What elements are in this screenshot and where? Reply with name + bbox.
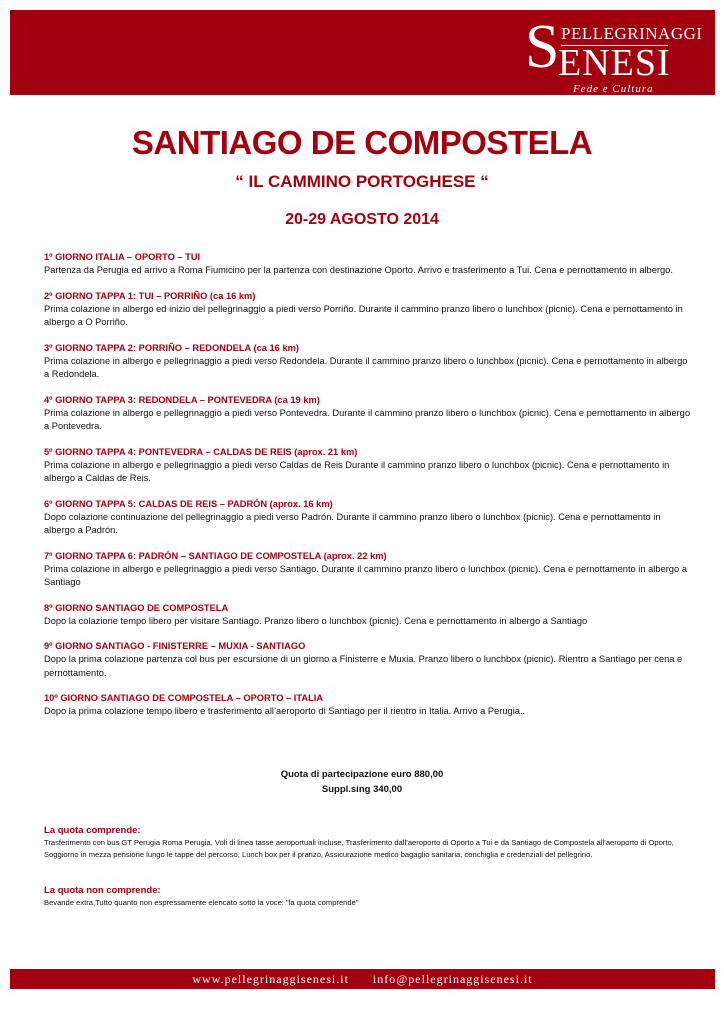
- itinerary-day-9: [44, 640, 694, 680]
- page-title: SANTIAGO DE COMPOSTELA: [131, 124, 593, 161]
- single-supplement-line: Suppl.sing 340,00: [321, 784, 403, 795]
- excludes-title: La quota non comprende:: [44, 885, 161, 896]
- day-title: 10º GIORNO SANTIAGO DE COMPOSTELA – OPORTO – ITALIA: [44, 693, 324, 703]
- itinerary: [44, 251, 694, 731]
- itinerary-day-3: [44, 342, 694, 382]
- logo-top-text: PELLEGRINAGGI: [561, 24, 703, 43]
- excludes-text: Bevande extra,Tutto quanto non espressamente elencato sotto la voce: "la quota comprende": [44, 898, 359, 907]
- itinerary-day-1: [44, 251, 694, 278]
- itinerary-day-10: [44, 692, 694, 719]
- itinerary-day-7: [44, 550, 694, 590]
- footer-band: [10, 969, 715, 989]
- itinerary-day-4: [44, 394, 694, 434]
- itinerary-day-5: [44, 446, 694, 486]
- includes-text: Trasferimento con bus GT Perugia Roma Perugia, Voli di linea tasse aeroportuali incluse, Trasferimento dall’aeroporto di Oporto a Tui e da Santiago de Compostela all’aeroporto di Oporto, Soggiorno in mezza pensione lungo le tappe del percorso, Lunch box per il pranzo, Assicurazione medico bagaglio sanitaria, conchiglia e credenziali del pellegrino.: [44, 838, 674, 859]
- day-title: 5º GIORNO TAPPA 4: PONTEVEDRA – CALDAS DE REIS (aprox. 21 km): [44, 446, 358, 457]
- email-link[interactable]: info@pellegrinaggisenesi.it: [372, 972, 533, 986]
- day-title: 3º GIORNO TAPPA 2: PORRIÑO – REDONDELA (ca 16 km): [44, 342, 299, 353]
- day-title: 7º GIORNO TAPPA 6: PADRÓN – SANTIAGO DE COMPOSTELA (aprox. 22 km): [44, 550, 387, 561]
- day-description: Prima colazione in albergo ed inizio del pellegrinaggio a piedi verso Porriño. Durante il cammino pranzo libero o lunchbox (picnic). Cena e pernottamento in albergo a O Porriño.: [44, 303, 683, 327]
- includes-title: La quota comprende:: [44, 825, 141, 836]
- day-description: Prima colazione in albergo e pellegrinaggio a piedi verso Caldas de Reis Durante il cammino pranzo libero o lunchbox (picnic). Cena e pernottamento in albergo a Caldas de Reis.: [44, 459, 670, 483]
- logo-tagline: Fede e Cultura: [573, 83, 654, 95]
- day-description: Dopo la colazione tempo libero per visitare Santiago. Pranzo libero o lunchbox (picnic). Cena e pernottamento in albergo a Santiago: [44, 615, 588, 626]
- header-band: [10, 10, 715, 95]
- day-description: Prima colazione in albergo e pellegrinaggio a piedi verso Redondela. Durante il cammino pranzo libero o lunchbox (picnic). Cena e pernottamento in albergo a Redondela.: [44, 355, 688, 379]
- day-title: 2º GIORNO TAPPA 1: TUI – PORRIÑO (ca 16 km): [44, 290, 256, 301]
- day-description: Prima colazione in albergo e pellegrinaggio a piedi verso Santiago. Durante il cammino pranzo libero o lunchbox (picnic). Cena e pernottamento in albergo a Santiago: [44, 563, 687, 587]
- itinerary-day-8: [44, 602, 694, 629]
- logo-initial: S: [525, 13, 560, 81]
- day-description: Partenza da Perugia ed arrivo a Roma Fiumicino per la partenza con destinazione Oporto. Arrivo e trasferimento a Tui. Cena e pernottamento in albergo.: [44, 265, 673, 275]
- itinerary-day-2: [44, 290, 694, 330]
- price-line: Quota di partecipazione euro 880,00: [280, 769, 444, 780]
- includes-section: [44, 824, 694, 860]
- day-title: 1º GIORNO ITALIA – OPORTO – TUI: [44, 252, 201, 262]
- day-description: Prima colazione in albergo e pellegrinaggio a piedi verso Pontevedra. Durante il cammino pranzo libero o lunchbox (picnic). Cena e pernottamento in albergo a Pontevedra.: [44, 407, 690, 431]
- excludes-section: [44, 884, 694, 909]
- pellegrinaggi-senesi-logo: [525, 13, 703, 95]
- day-title: 4º GIORNO TAPPA 3: REDONDELA – PONTEVEDRA (ca 19 km): [44, 394, 320, 405]
- logo-bottom-text: ENESI: [558, 42, 671, 84]
- day-title: 9º GIORNO SANTIAGO - FINISTERRE – MUXIA - SANTIAGO: [44, 641, 306, 651]
- day-title: 6º GIORNO TAPPA 5: CALDAS DE REIS – PADRÓN (aprox. 16 km): [44, 498, 333, 509]
- day-description: Dopo la prima colazione tempo libero e trasferimento all’aeroporto di Santiago per il rientro in Italia. Arrivo a Perugia..: [44, 706, 526, 716]
- day-description: Dopo la prima colazione partenza col bus per escursione di un giorno a Finisterre e Muxia. Pranzo libero o lunchbox (picnic). Rientro a Santiago per cena e pernottamento.: [44, 654, 683, 678]
- price-block: [0, 767, 724, 797]
- trip-dates: 20-29 AGOSTO 2014: [285, 211, 439, 228]
- day-title: 8º GIORNO SANTIAGO DE COMPOSTELA: [44, 602, 229, 613]
- website-link[interactable]: www.pellegrinaggisenesi.it: [192, 972, 349, 986]
- day-description: Dopo colazione continuazione del pellegrinaggio a piedi verso Padrón. Durante il cammino pranzo libero o lunchbox (picnic). Cena e pernottamento in albergo a Padrón.: [44, 511, 661, 535]
- page-subtitle: “ IL CAMMINO PORTOGHESE “: [235, 172, 489, 191]
- itinerary-day-6: [44, 498, 694, 538]
